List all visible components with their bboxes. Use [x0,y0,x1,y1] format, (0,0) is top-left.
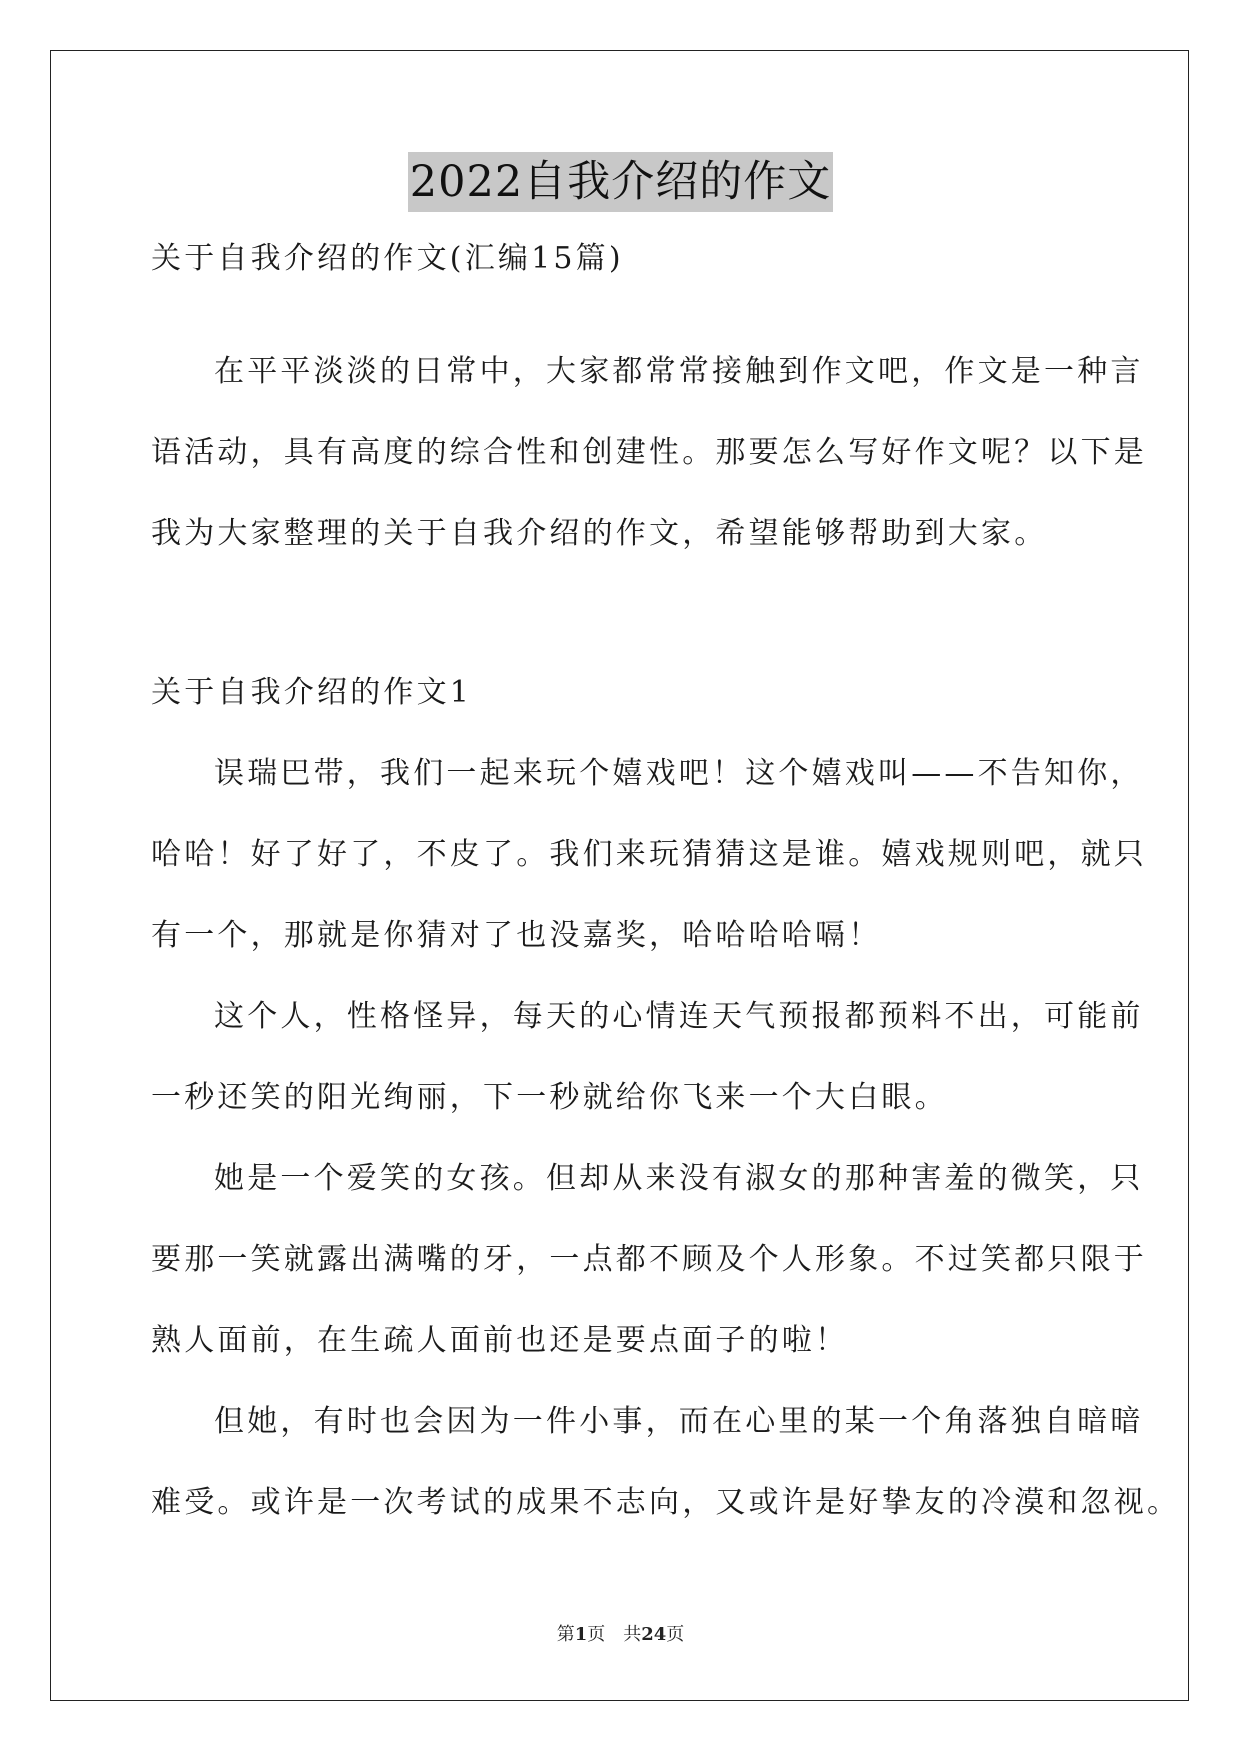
footer-prefix: 第 [556,1624,575,1645]
footer-middle: 页 共 [587,1624,642,1645]
body-line: 有一个，那就是你猜对了也没嘉奖，哈哈哈哈嗝！ [151,918,882,953]
title-container [0,152,1241,212]
body-line: 但她，有时也会因为一件小事，而在心里的某一个角落独自暗暗 [214,1404,1144,1439]
document-subtitle: 关于自我介绍的作文(汇编15篇) [151,241,624,276]
body-line: 这个人，性格怪异，每天的心情连天气预报都预料不出，可能前 [214,999,1144,1034]
footer-page-number: 1 [574,1624,588,1645]
footer-suffix: 页 [666,1624,685,1645]
section-heading: 关于自我介绍的作文1 [151,675,473,710]
body-line: 哈哈！好了好了，不皮了。我们来玩猜猜这是谁。嬉戏规则吧，就只 [151,837,1147,872]
intro-line: 语活动，具有高度的综合性和创建性。那要怎么写好作文呢？以下是 [151,435,1147,470]
body-line: 熟人面前，在生疏人面前也还是要点面子的啦！ [151,1323,849,1358]
document-title: 2022自我介绍的作文 [408,152,833,212]
body-line: 要那一笑就露出满嘴的牙，一点都不顾及个人形象。不过笑都只限于 [151,1242,1147,1277]
page-footer [0,1620,1241,1646]
body-line: 她是一个爱笑的女孩。但却从来没有淑女的那种害羞的微笑，只 [214,1161,1144,1196]
intro-line: 在平平淡淡的日常中，大家都常常接触到作文吧，作文是一种言 [214,354,1144,389]
body-line: 难受。或许是一次考试的成果不志向，又或许是好挚友的冷漠和忽视。 [151,1485,1181,1520]
intro-line: 我为大家整理的关于自我介绍的作文，希望能够帮助到大家。 [151,516,1048,551]
footer-total-pages: 24 [641,1624,667,1645]
body-line: 误瑞巴带，我们一起来玩个嬉戏吧！这个嬉戏叫——不告知你， [214,756,1144,791]
page-border [50,50,1189,1701]
body-line: 一秒还笑的阳光绚丽，下一秒就给你飞来一个大白眼。 [151,1080,948,1115]
